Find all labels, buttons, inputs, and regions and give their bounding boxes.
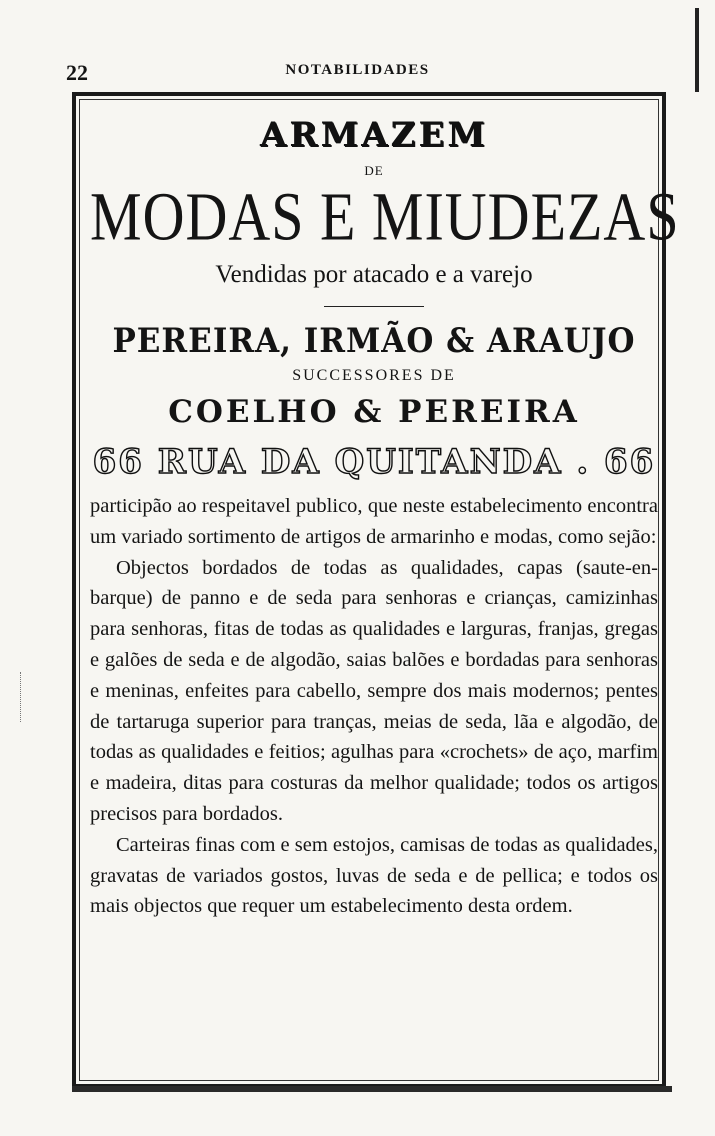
- advert-frame-bottom-rule: [72, 1086, 672, 1092]
- running-head: NOTABILIDADES: [285, 62, 430, 78]
- advert-title: MODAS E MIUDEZAS: [90, 178, 680, 255]
- advert-content: [90, 110, 680, 922]
- advert-body: [90, 491, 658, 922]
- successors-label: SUCCESSORES DE: [292, 367, 456, 384]
- margin-mark: [20, 672, 37, 722]
- advert-connector: DE: [364, 163, 384, 178]
- advert-subtitle: Vendidas por atacado e a varejo: [215, 261, 533, 288]
- edge-rule: [695, 8, 699, 92]
- firm-name: PEREIRA, IRMÃO & ARAUJO: [112, 321, 636, 361]
- advert-heading: ARMAZEM: [259, 115, 489, 155]
- body-paragraph-objects: Objectos bordados de todas as qualidades, capas (saute-en-barque) de panno e de seda para senhoras e crianças, camizinhas para senhoras, fitas de todas as qualidades e larguras, franjas, gregas e galões de seda e de algodão, saias balões e bordadas para senhoras e meninas, enfeites para cabello, sempre dos mais modernos; pentes de tartaruga superior para tranças, meias de seda, lãa e algodão, de todas as qualidades e feitios; agulhas para «crochets» de aço, marfim e madeira, ditas para costuras da melhor qualidade; todos os artigos precisos para bordados.: [90, 556, 658, 825]
- page-number: 22: [66, 60, 88, 85]
- page-header: [0, 58, 715, 88]
- body-paragraph-closing: Carteiras finas com e sem estojos, camisas de todas as qualidades, gravatas de variados gostos, luvas de seda e de pellica; e todos os mais objectos que requer um estabelecimento desta ordem.: [90, 833, 658, 918]
- predecessor-firm: COELHO & PEREIRA: [168, 394, 580, 430]
- section-divider: [324, 306, 424, 307]
- body-paragraph-intro: participão ao respeitavel publico, que neste estabelecimento encontra um variado sortimento de artigos de armarinho e modas, como sejão:: [90, 495, 658, 548]
- address: 66 RUA DA QUITANDA . 66: [92, 442, 656, 482]
